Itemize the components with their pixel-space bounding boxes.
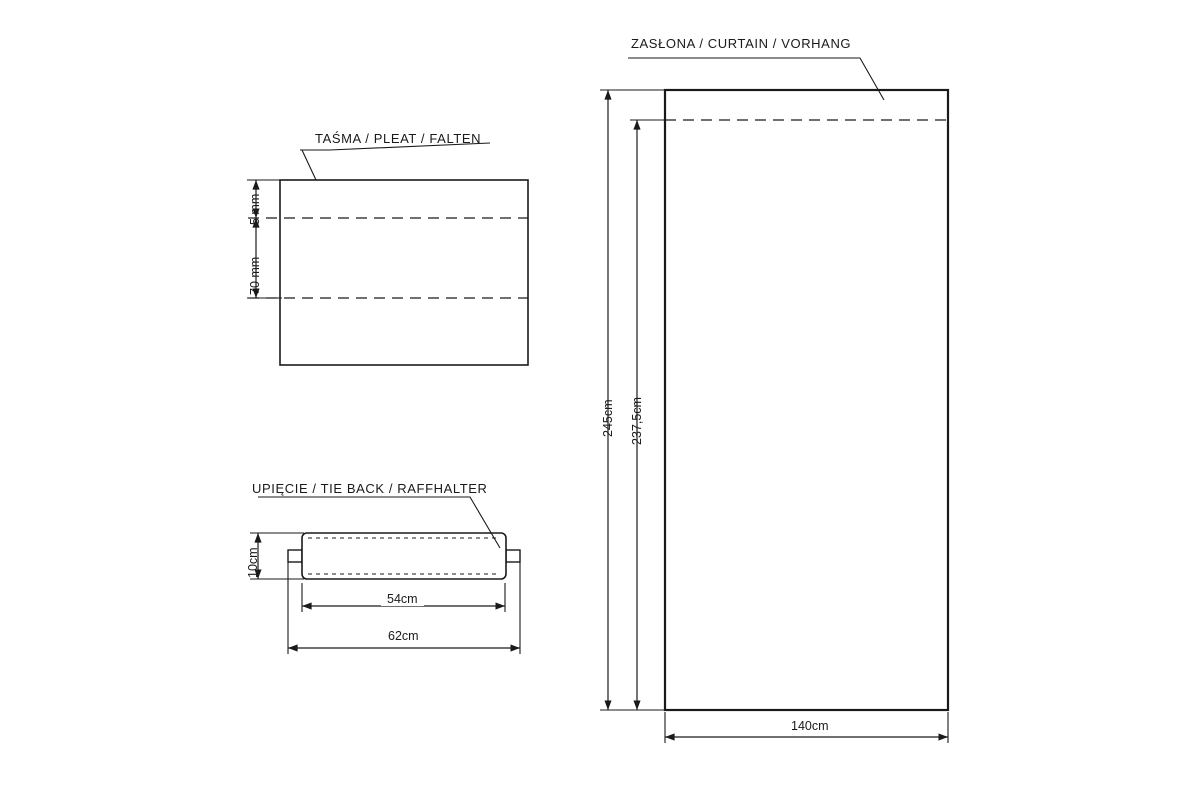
tieback-dim-inner-label: 54cm <box>381 592 424 606</box>
pleat-dim-70mm-label: 70 mm <box>248 256 262 295</box>
tieback-left-tab <box>288 550 302 562</box>
tieback-title-label: UPIĘCIE / TIE BACK / RAFFHALTER <box>252 481 488 496</box>
tieback-body <box>302 533 506 579</box>
curtain-dim-width-label: 140cm <box>785 719 835 733</box>
curtain-dim-total-height-label: 245cm <box>601 399 615 437</box>
pleat-dim-5mm-label: 5 mm <box>248 193 262 225</box>
pleat-rectangle <box>280 180 528 365</box>
pleat-title-label: TAŚMA / PLEAT / FALTEN <box>315 131 482 146</box>
pleat-label-leader-tail <box>302 150 316 180</box>
tieback-right-tab <box>506 550 520 562</box>
curtain-title-label: ZASŁONA / CURTAIN / VORHANG <box>631 36 852 51</box>
curtain-rectangle <box>665 90 948 710</box>
curtain-shape-group <box>600 58 948 743</box>
pleat-shape-group <box>247 143 528 365</box>
tieback-dim-outer-label: 62cm <box>382 629 425 643</box>
curtain-dim-inner-height-label: 237,5cm <box>630 397 644 445</box>
tieback-dim-height-label: 10cm <box>246 547 260 578</box>
